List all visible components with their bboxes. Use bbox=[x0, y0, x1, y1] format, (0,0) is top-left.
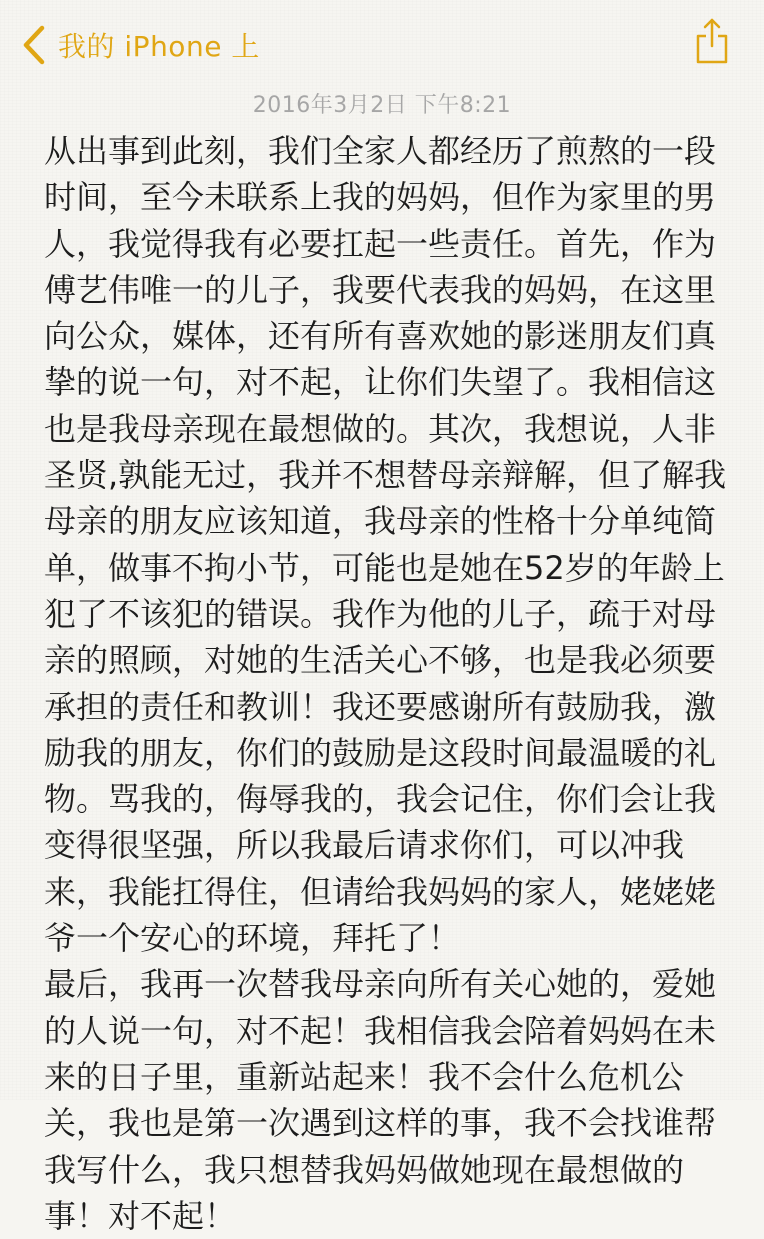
chevron-left-icon bbox=[22, 25, 46, 65]
note-text-line: 犯了不该犯的错误。我作为他的儿子，疏于对母 bbox=[44, 594, 717, 633]
note-text-line: 物。骂我的，侮辱我的，我会记住，你们会让我 bbox=[44, 780, 717, 819]
note-text-line: 爷一个安心的环境，拜托了！ bbox=[44, 919, 461, 958]
back-button[interactable] bbox=[22, 22, 260, 68]
back-button-label: 我的 iPhone 上 bbox=[58, 30, 260, 63]
note-text-line: 单，做事不拘小节，可能也是她在52岁的年龄上 bbox=[44, 548, 725, 587]
note-text-line: 圣贤,孰能无过，我并不想替母亲辩解，但了解我 bbox=[44, 456, 727, 495]
note-text-line: 励我的朋友，你们的鼓励是这段时间最温暖的礼 bbox=[44, 733, 717, 772]
share-icon bbox=[694, 16, 730, 66]
note-timestamp: 2016年3月2日 下午8:21 bbox=[252, 93, 512, 118]
note-text-line: 事！对不起！ bbox=[44, 1196, 237, 1235]
note-text-line: 变得很坚强，所以我最后请求你们，可以冲我 bbox=[44, 826, 685, 865]
note-text-line: 关，我也是第一次遇到这样的事，我不会找谁帮 bbox=[44, 1104, 717, 1143]
note-text-line: 的人说一句，对不起！我相信我会陪着妈妈在未 bbox=[44, 1011, 717, 1050]
share-button[interactable] bbox=[694, 16, 730, 66]
note-text-line: 来的日子里，重新站起来！我不会什么危机公 bbox=[44, 1057, 685, 1096]
note-body[interactable] bbox=[44, 128, 734, 1239]
note-text-line: 向公众，媒体，还有所有喜欢她的影迷朋友们真 bbox=[44, 317, 717, 356]
note-text-line: 亲的照顾，对她的生活关心不够，也是我必须要 bbox=[44, 641, 717, 680]
note-text-line: 时间，至今未联系上我的妈妈，但作为家里的男 bbox=[44, 178, 717, 217]
note-text-line: 人，我觉得我有必要扛起一些责任。首先，作为 bbox=[44, 224, 717, 263]
note-text-line: 母亲的朋友应该知道，我母亲的性格十分单纯简 bbox=[44, 502, 717, 541]
note-text-line: 承担的责任和教训！我还要感谢所有鼓励我，激 bbox=[44, 687, 717, 726]
note-text-line: 来，我能扛得住，但请给我妈妈的家人，姥姥姥 bbox=[44, 872, 717, 911]
note-text-line: 最后，我再一次替我母亲向所有关心她的，爱她 bbox=[44, 965, 717, 1004]
note-text-line: 傅艺伟唯一的儿子，我要代表我的妈妈，在这里 bbox=[44, 270, 717, 309]
note-text-line: 挚的说一句，对不起，让你们失望了。我相信这 bbox=[44, 363, 717, 402]
note-text-line: 也是我母亲现在最想做的。其次，我想说，人非 bbox=[44, 409, 717, 448]
note-text-line: 从出事到此刻，我们全家人都经历了煎熬的一段 bbox=[44, 132, 717, 170]
navigation-bar bbox=[0, 0, 764, 90]
note-text-line: 我写什么，我只想替我妈妈做她现在最想做的 bbox=[44, 1150, 685, 1189]
